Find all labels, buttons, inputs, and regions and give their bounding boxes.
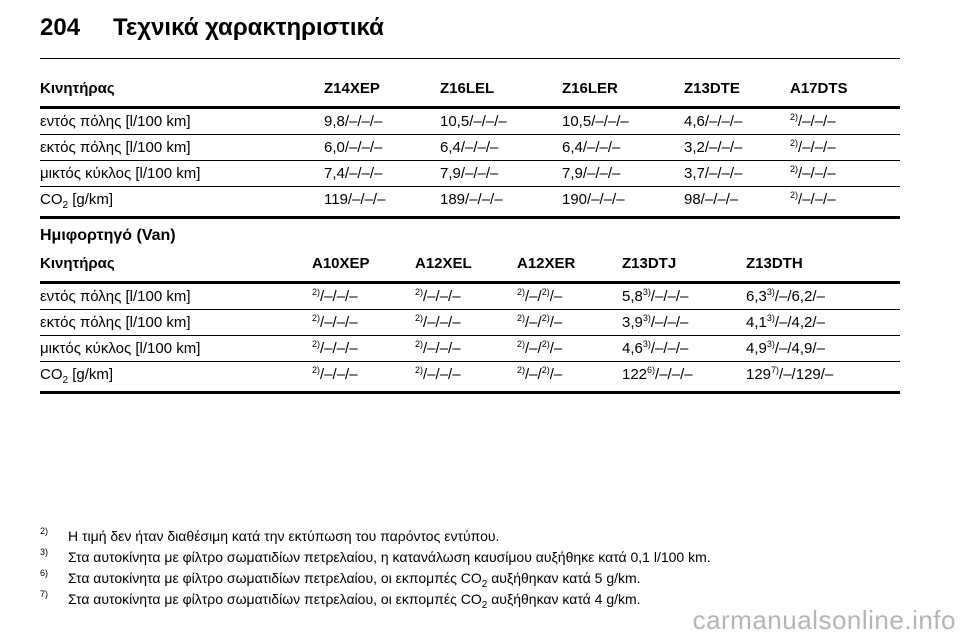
watermark: carmanualsonline.info <box>692 605 956 635</box>
table-cell: 189/–/–/– <box>440 187 562 218</box>
table-cell: 3,7/–/–/– <box>684 161 790 187</box>
table-cell: 6,4/–/–/– <box>440 135 562 161</box>
table-cell: 7,4/–/–/– <box>324 161 440 187</box>
table-cell: 6,0/–/–/– <box>324 135 440 161</box>
footnote <box>40 549 920 570</box>
table-cell: εκτός πόλης [l/100 km] <box>40 135 324 161</box>
table-cell: 129$^{7)}$/–/129/– <box>746 362 900 393</box>
table-row <box>40 362 900 393</box>
table-cell: εντός πόλης [l/100 km] <box>40 283 312 310</box>
table-cell: $^{2)}$/–/–/– <box>790 161 900 187</box>
section-title: Ημιφορτηγό (Van) <box>40 227 176 244</box>
table-header-row <box>40 230 900 283</box>
column-header: Z13DTE <box>684 60 790 108</box>
footnotes <box>40 528 920 612</box>
column-header: Z14XEP <box>324 60 440 108</box>
table-cell: $^{2)}$/–/$^{2)}$/– <box>517 362 622 393</box>
table-cell: $^{2)}$/–/–/– <box>312 362 415 393</box>
table-row <box>40 135 900 161</box>
table-cell: 4,1$^{3)}$/–/4,2/– <box>746 310 900 336</box>
table-cell: 7,9/–/–/– <box>440 161 562 187</box>
table-cell: 5,8$^{3)}$/–/–/– <box>622 283 746 310</box>
table-cell: $^{2)}$/–/–/– <box>415 336 517 362</box>
table-cell: $CO_2$ [g/km] <box>40 362 312 393</box>
column-header: Κινητήρας <box>40 230 312 283</box>
header-rule <box>40 58 900 59</box>
footnote-text: Η τιμή δεν ήταν διαθέσιμη κατά την εκτύπωση του παρόντος εντύπου. <box>68 528 500 544</box>
table-cell: 9,8/–/–/– <box>324 108 440 135</box>
table-cell: εκτός πόλης [l/100 km] <box>40 310 312 336</box>
table-cell: $^{2)}$/–/–/– <box>312 336 415 362</box>
footnote-marker: 6) <box>40 568 49 578</box>
footnote-marker: 3) <box>40 547 49 557</box>
footnote-text: Στα αυτοκίνητα με φίλτρο σωματιδίων πετρελαίου, οι εκπομπές $CO_2$ αυξήθηκαν κατά 4 g/km. <box>68 591 641 611</box>
table-cell: 4,9$^{3)}$/–/4,9/– <box>746 336 900 362</box>
table-cell: $^{2)}$/–/–/– <box>312 310 415 336</box>
column-header: Z16LEL <box>440 60 562 108</box>
table-cell: $^{2)}$/–/$^{2)}$/– <box>517 336 622 362</box>
table-cell: 4,6$^{3)}$/–/–/– <box>622 336 746 362</box>
footnote-marker: 7) <box>40 589 49 599</box>
table-cell: $CO_2$ [g/km] <box>40 187 324 218</box>
footnote <box>40 570 920 591</box>
column-header: Z13DTJ <box>622 230 746 283</box>
table-row <box>40 161 900 187</box>
footnote-marker: 2) <box>40 526 49 536</box>
column-header: A17DTS <box>790 60 900 108</box>
table-row <box>40 310 900 336</box>
table-row <box>40 336 900 362</box>
table-cell: 10,5/–/–/– <box>562 108 684 135</box>
table-cell: $^{2)}$/–/$^{2)}$/– <box>517 283 622 310</box>
footnote-text: Στα αυτοκίνητα με φίλτρο σωματιδίων πετρελαίου, η κατανάλωση καυσίμου αυξήθηκε κατά 0,1 l/100 km. <box>68 549 711 565</box>
table-cell: $^{2)}$/–/$^{2)}$/– <box>517 310 622 336</box>
table-cell: 3,9$^{3)}$/–/–/– <box>622 310 746 336</box>
table-cell: 6,3$^{3)}$/–/6,2/– <box>746 283 900 310</box>
table-cell: 4,6/–/–/– <box>684 108 790 135</box>
table-cell: $^{2)}$/–/–/– <box>790 187 900 218</box>
table-cell: εντός πόλης [l/100 km] <box>40 108 324 135</box>
table-cell: $^{2)}$/–/–/– <box>415 310 517 336</box>
table-cell: $^{2)}$/–/–/– <box>790 108 900 135</box>
table-cell: $^{2)}$/–/–/– <box>312 283 415 310</box>
table-cell: 119/–/–/– <box>324 187 440 218</box>
fuel-consumption-table <box>40 60 900 219</box>
table-cell: 190/–/–/– <box>562 187 684 218</box>
column-header: Z16LER <box>562 60 684 108</box>
table-cell: 7,9/–/–/– <box>562 161 684 187</box>
table-cell: 98/–/–/– <box>684 187 790 218</box>
table-cell: μικτός κύκλος [l/100 km] <box>40 336 312 362</box>
table-cell: $^{2)}$/–/–/– <box>415 283 517 310</box>
column-header: Κινητήρας <box>40 60 324 108</box>
column-header: A12XEL <box>415 230 517 283</box>
footnote-text: Στα αυτοκίνητα με φίλτρο σωματιδίων πετρελαίου, οι εκπομπές $CO_2$ αυξήθηκαν κατά 5 g/km. <box>68 570 641 590</box>
table-cell: 122$^{6)}$/–/–/– <box>622 362 746 393</box>
page-number: 204 <box>40 14 81 41</box>
page-title: Τεχνικά χαρακτηριστικά <box>113 14 384 41</box>
table-row <box>40 108 900 135</box>
table-cell: μικτός κύκλος [l/100 km] <box>40 161 324 187</box>
column-header: Z13DTH <box>746 230 900 283</box>
table-cell: $^{2)}$/–/–/– <box>415 362 517 393</box>
column-header: A10XEP <box>312 230 415 283</box>
table-row <box>40 187 900 218</box>
table-cell: 3,2/–/–/– <box>684 135 790 161</box>
column-header: A12XER <box>517 230 622 283</box>
table-cell: $^{2)}$/–/–/– <box>790 135 900 161</box>
page-header <box>40 10 920 50</box>
table-header-row <box>40 60 900 108</box>
table-cell: 10,5/–/–/– <box>440 108 562 135</box>
table-cell: 6,4/–/–/– <box>562 135 684 161</box>
van-fuel-consumption-table <box>40 230 900 394</box>
footnote <box>40 528 920 549</box>
table-row <box>40 283 900 310</box>
